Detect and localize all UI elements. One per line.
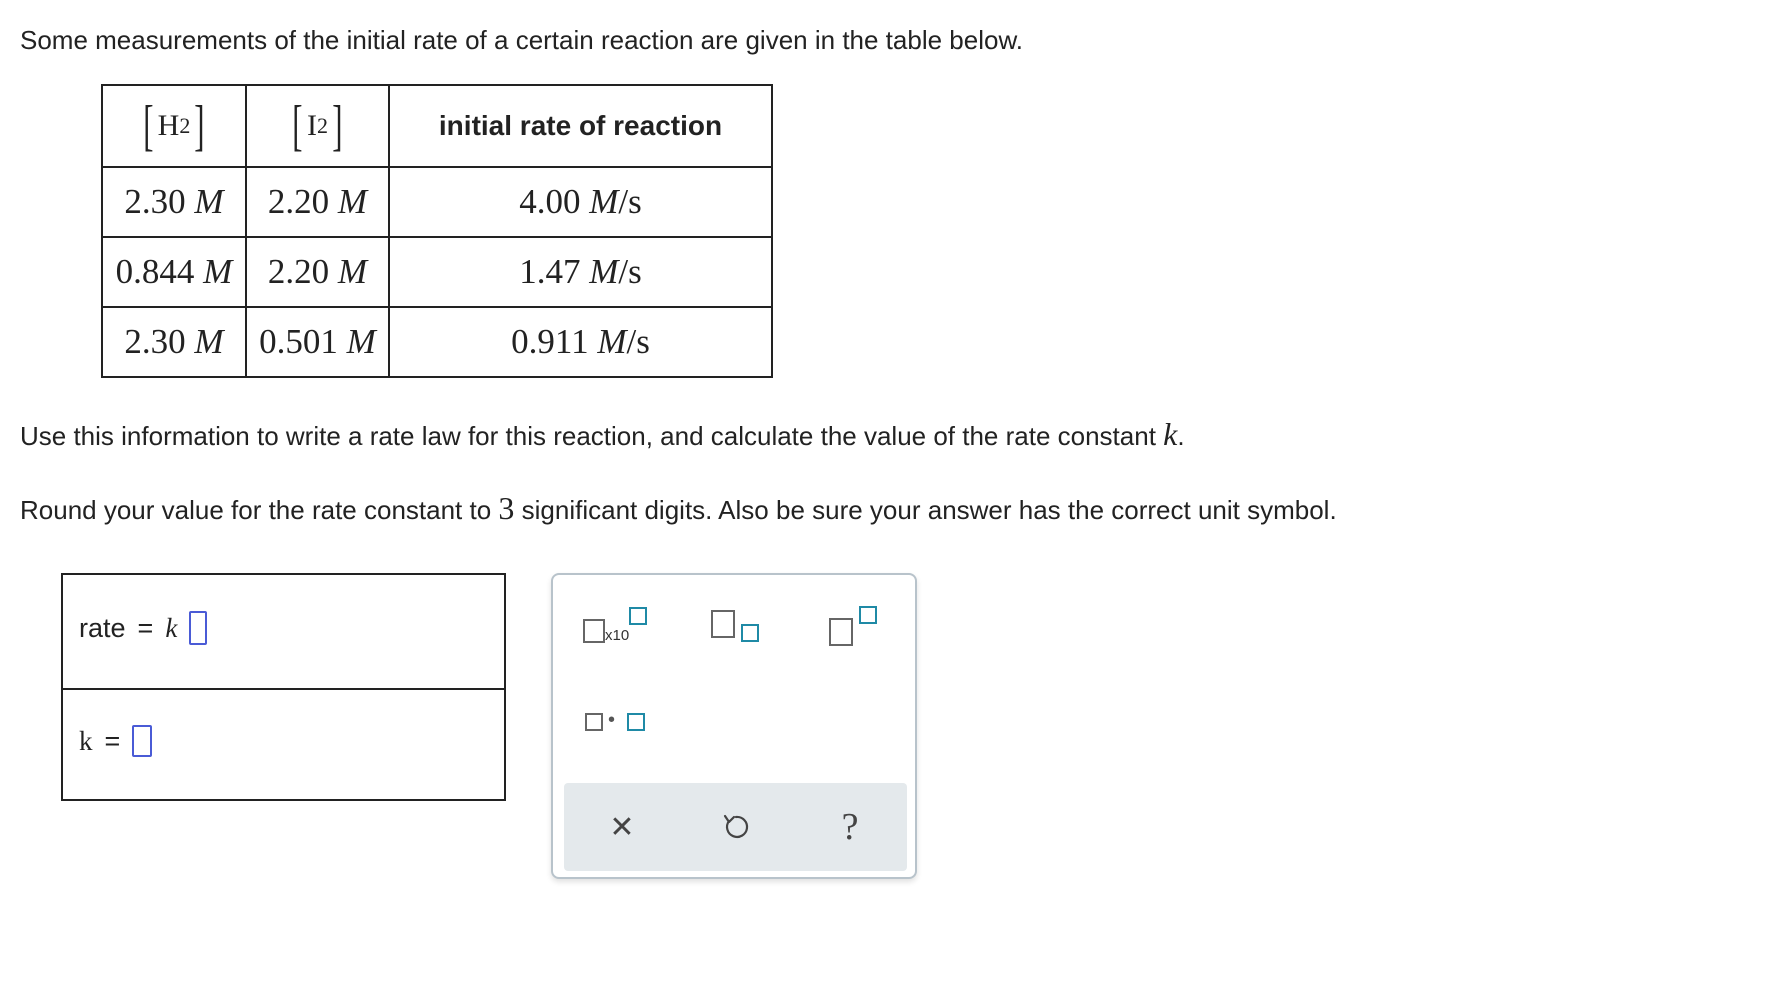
superscript-box-icon: [859, 606, 877, 624]
cell-h2: 0.844 M: [102, 237, 246, 307]
header-i2: [ I 2 ]: [246, 85, 389, 167]
superscript-button[interactable]: [829, 606, 883, 650]
cell-rate: 0.911 M/s: [389, 307, 772, 377]
right-box-icon: [627, 713, 645, 731]
rate-data-table: [101, 84, 773, 378]
cell-rate: 4.00 M/s: [389, 167, 772, 237]
subscript-box-icon: [741, 624, 759, 642]
table-row: [102, 237, 772, 307]
base-box-icon: [829, 618, 853, 646]
k-value-row: [63, 689, 504, 802]
action-bar: [564, 783, 907, 871]
table-row: [102, 167, 772, 237]
rate-label: rate: [79, 612, 126, 643]
k-symbol: k: [1163, 416, 1178, 452]
answer-box: [61, 573, 506, 801]
cell-h2: 2.30 M: [102, 167, 246, 237]
exponent-box-icon: [629, 607, 647, 625]
cell-h2: 2.30 M: [102, 307, 246, 377]
equals-sign: =: [104, 725, 121, 756]
cell-rate: 1.47 M/s: [389, 237, 772, 307]
subscript-button[interactable]: [711, 610, 765, 650]
cell-i2: 2.20 M: [246, 237, 389, 307]
scientific-notation-button[interactable]: [583, 607, 647, 651]
instruction-sig-digits: Round your value for the rate constant to 3 significant digits. Also be sure your answer has the correct unit symbol.: [20, 490, 1337, 526]
multiply-dot-button[interactable]: [585, 709, 651, 739]
sig-digit-count: 3: [498, 490, 515, 526]
table-header-row: [102, 85, 772, 167]
math-palette: [551, 573, 917, 879]
k-italic: k: [165, 612, 178, 643]
instruction-rate-law: Use this information to write a rate law for this reaction, and calculate the value of the rate constant k.: [20, 416, 1185, 452]
k-value-input[interactable]: [132, 725, 152, 757]
question-icon: ?: [841, 806, 859, 848]
undo-icon: [720, 811, 752, 843]
clear-button[interactable]: [594, 799, 650, 855]
left-box-icon: [585, 713, 603, 731]
dot-icon: •: [608, 709, 616, 731]
intro-text: Some measurements of the initial rate of a certain reaction are given in the table below.: [20, 25, 1024, 55]
header-initial-rate: initial rate of reaction: [389, 85, 772, 167]
close-icon: ✕: [609, 810, 635, 844]
cell-i2: 0.501 M: [246, 307, 389, 377]
help-button[interactable]: [822, 799, 878, 855]
k-label: k: [79, 725, 93, 756]
undo-button[interactable]: [708, 799, 764, 855]
rate-law-row: [63, 575, 504, 690]
cell-i2: 2.20 M: [246, 167, 389, 237]
table-row: [102, 307, 772, 377]
x10-label: x10: [605, 627, 630, 644]
header-h2: [ H 2 ]: [102, 85, 246, 167]
base-box-icon: [711, 610, 735, 638]
equals-sign: =: [137, 612, 154, 643]
rate-law-input[interactable]: [189, 611, 207, 645]
base-box-icon: [583, 619, 605, 643]
